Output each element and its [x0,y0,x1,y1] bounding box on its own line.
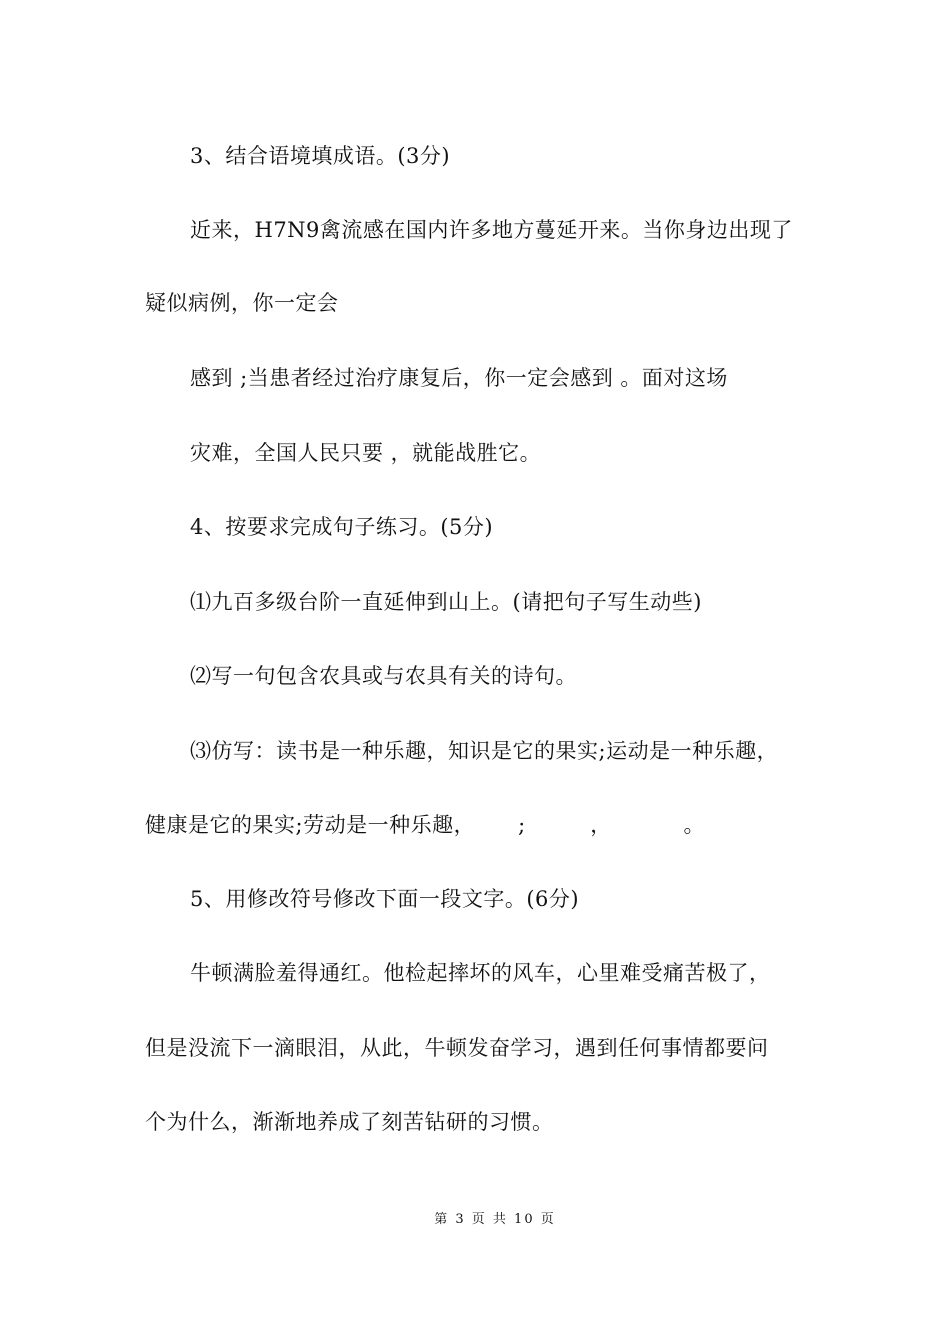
question-3-heading: 3、结合语境填成语。(3分) [190,144,451,168]
question-4-item-3-line-2: 健康是它的果实;劳动是一种乐趣， ; ， 。 [145,813,706,837]
question-5-text-line-2: 但是没流下一滴眼泪，从此，牛顿发奋学习，遇到任何事情都要问 [145,1036,769,1060]
page-number-footer: 第 3 页 共 10 页 [434,1212,556,1227]
question-3-text-line-2: 疑似病例，你一定会 [145,291,339,315]
question-3-text-line-3: 感到 ;当患者经过治疗康复后，你一定会感到 。面对这场 [190,366,728,390]
question-5-heading: 5、用修改符号修改下面一段文字。(6分) [190,887,580,911]
question-3-text-line-4: 灾难，全国人民只要 ，就能战胜它。 [190,441,542,465]
question-4-item-2: ⑵写一句包含农具或与农具有关的诗句。 [190,664,577,688]
question-5-text-line-1: 牛顿满脸羞得通红。他检起摔坏的风车，心里难受痛苦极了， [190,961,771,985]
question-5-text-line-3: 个为什么，渐渐地养成了刻苦钻研的习惯。 [145,1110,554,1134]
question-4-item-3-line-1: ⑶仿写：读书是一种乐趣，知识是它的果实;运动是一种乐趣， [190,739,779,763]
question-4-heading: 4、按要求完成句子练习。(5分) [190,515,494,539]
question-3-text-line-1: 近来，H7N9禽流感在国内许多地方蔓延开来。当你身边出现了 [190,218,793,242]
question-4-item-1: ⑴九百多级台阶一直延伸到山上。(请把句子写生动些) [190,590,702,614]
